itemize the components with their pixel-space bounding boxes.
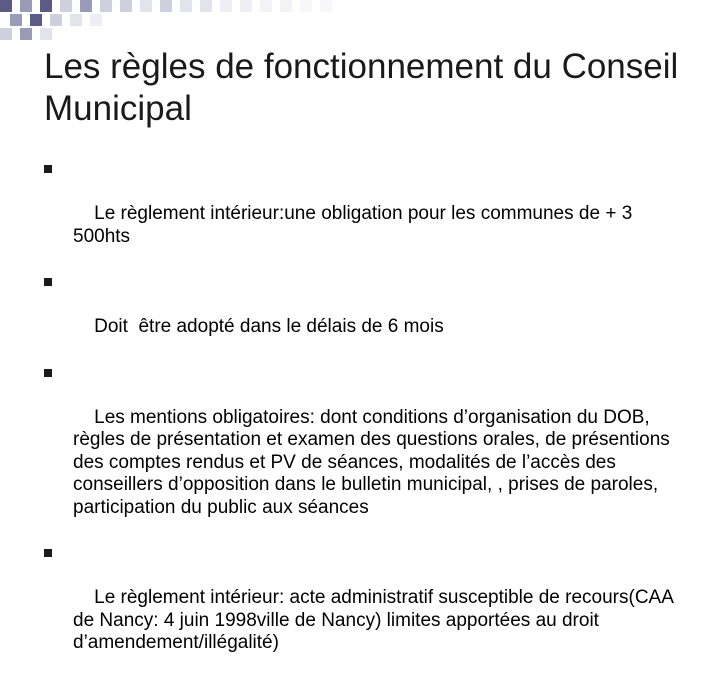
bullet-list bbox=[44, 158, 694, 678]
decorative-squares bbox=[0, 0, 720, 40]
bullet-text: Les mentions obligatoires: dont conditions d’organisation du DOB, règles de présentation et examen des questions orales, de présentions des comptes rendus et PV de séances, modalités de l’accès des conseillers d’opposition dans le bulletin municipal, , prises de paroles, participation du public aux séances bbox=[73, 406, 676, 518]
bullet-text: Doit être adopté dans le délais de 6 mois bbox=[94, 316, 444, 338]
deco-square bbox=[0, 28, 12, 40]
deco-square bbox=[10, 14, 22, 26]
deco-square bbox=[200, 0, 212, 12]
deco-square bbox=[260, 0, 272, 12]
deco-square bbox=[20, 28, 32, 40]
square-bullet-icon bbox=[44, 278, 52, 286]
deco-square bbox=[60, 0, 72, 12]
square-bullet-icon bbox=[44, 165, 52, 173]
deco-square bbox=[0, 0, 12, 12]
deco-square bbox=[50, 14, 62, 26]
slide-title: Les règles de fonctionnement du Conseil Municipal bbox=[44, 47, 679, 128]
deco-square bbox=[100, 0, 112, 12]
bullet-text: Le règlement intérieur:une obligation pour les communes de + 3 500hts bbox=[73, 203, 638, 247]
bullet-item bbox=[44, 158, 694, 271]
deco-square bbox=[80, 0, 92, 12]
deco-square bbox=[120, 0, 132, 12]
deco-square bbox=[30, 14, 42, 26]
deco-square bbox=[140, 0, 152, 12]
deco-square bbox=[320, 0, 332, 12]
deco-square bbox=[40, 28, 52, 40]
bullet-item bbox=[44, 362, 694, 542]
bullet-item bbox=[44, 271, 694, 361]
deco-square bbox=[220, 0, 232, 12]
deco-square bbox=[70, 14, 82, 26]
square-bullet-icon bbox=[44, 369, 52, 377]
deco-square bbox=[180, 0, 192, 12]
deco-square bbox=[280, 0, 292, 12]
deco-square bbox=[20, 0, 32, 12]
square-bullet-icon bbox=[44, 549, 52, 557]
deco-square bbox=[160, 0, 172, 12]
bullet-item bbox=[44, 542, 694, 677]
bullet-text: Le règlement intérieur: acte administratif susceptible de recours(CAA de Nancy: 4 juin 1998ville de Nancy) limites apportées au droit d’amendement/illégalité) bbox=[73, 587, 679, 654]
deco-square bbox=[40, 0, 52, 12]
deco-square bbox=[90, 14, 102, 26]
deco-square bbox=[240, 0, 252, 12]
deco-square bbox=[300, 0, 312, 12]
